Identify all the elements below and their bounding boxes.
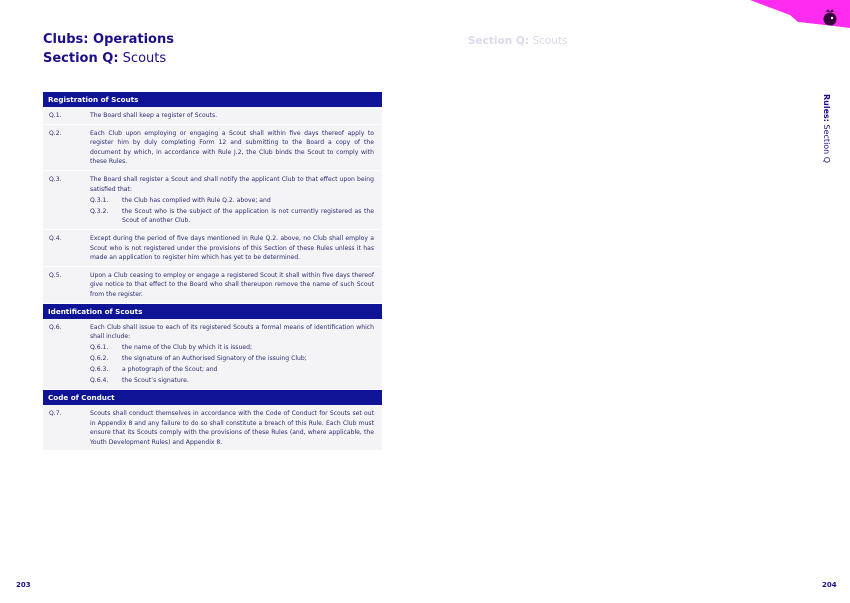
rule-text: Each Club shall issue to each of its registered Scouts a formal means of identification which shall include: xyxy=(90,323,374,341)
rule-number: Q.5. xyxy=(49,271,62,279)
sub-rule-text: a photograph of the Scout; and xyxy=(122,366,218,374)
page-number-left: 203 xyxy=(16,581,31,589)
rule-text: The Board shall register a Scout and shall notify the applicant Club to that effect upon being satisfied that: xyxy=(90,175,374,193)
sub-rule-number: Q.6.4. xyxy=(90,377,109,385)
side-label-rest: Section Q xyxy=(822,124,831,164)
rule-text: Except during the period of five days mentioned in Rule Q.2. above, no Club shall employ a Scout who is not registered under the provisions of this Section of these Rules unless it has made an application to register him which has yet to be determined. xyxy=(90,234,374,262)
rule-text: Upon a Club ceasing to employ or engage a registered Scout it shall within five days thereof give notice to that effect to the Board who shall thereupon remove the name of such Scout from the register. xyxy=(90,271,374,298)
rule-row xyxy=(43,405,382,451)
rule-text: Scouts shall conduct themselves in accordance with the Code of Conduct for Scouts set out in Appendix 8 and any failure to do so shall constitute a breach of this Rule. Each Club must ensure that its Scouts comply with the provisions of these Rules (and, where applicable, the Youth Development Rules) and Appendix 8. xyxy=(90,410,374,446)
sub-rule-text: the Scout who is the subject of the application is not currently registered as the Scout of another Club. xyxy=(122,207,374,225)
sub-rule xyxy=(90,343,374,353)
rule-text: Each Club upon employing or engaging a Scout shall within five days thereof apply to register him by duly completing Form 12 and submitting to the Board a copy of the document by which, in accordance with Rule J.2, the Club binds the Scout to comply with these Rules. xyxy=(90,129,374,166)
corner-decoration xyxy=(750,0,850,42)
sub-rule xyxy=(90,354,374,364)
rules-table xyxy=(43,92,382,451)
sub-rule-text: the signature of an Authorised Signatory of the issuing Club; xyxy=(122,355,307,363)
rule-number: Q.2. xyxy=(49,129,62,137)
sub-rule-text: the Scout’s signature. xyxy=(122,377,189,385)
rule-number: Q.1. xyxy=(49,112,62,119)
ghost-section-title xyxy=(468,35,567,47)
pink-ribbon-icon xyxy=(750,0,850,28)
section-heading: Identification of Scouts xyxy=(43,304,382,319)
rule-text: The Board shall keep a register of Scouts. xyxy=(90,112,218,119)
rule-row xyxy=(43,267,382,304)
side-section-label xyxy=(822,94,831,163)
sub-rule-number: Q.6.2. xyxy=(90,355,109,363)
side-label-bold: Rules: xyxy=(822,94,831,122)
rule-row xyxy=(43,171,382,230)
rule-row xyxy=(43,230,382,267)
sub-rule xyxy=(90,376,374,386)
sub-rule xyxy=(90,365,374,375)
sub-rule-number: Q.6.3. xyxy=(90,366,109,374)
rule-number: Q.6. xyxy=(49,323,62,331)
ghost-name: Scouts xyxy=(532,35,568,47)
rule-row xyxy=(43,125,382,171)
rule-number: Q.4. xyxy=(49,234,62,242)
ghost-prefix: Section Q: xyxy=(468,35,529,47)
sub-rule-text: the Club has complied with Rule Q.2. above; and xyxy=(122,196,271,204)
sub-rule-number: Q.3.1. xyxy=(90,196,109,204)
section-heading: Registration of Scouts xyxy=(43,92,382,107)
sub-rule xyxy=(90,196,374,206)
sub-rule xyxy=(90,207,374,226)
section-title xyxy=(43,51,166,66)
rule-row xyxy=(43,319,382,391)
document-title: Clubs: Operations xyxy=(43,32,174,47)
sub-rule-number: Q.3.2. xyxy=(90,207,109,215)
sub-rule-text: the name of the Club by which it is issued; xyxy=(122,344,253,352)
section-prefix: Section Q: xyxy=(43,51,119,66)
rule-number: Q.3. xyxy=(49,175,62,183)
rule-row xyxy=(43,107,382,125)
page-number-right: 204 xyxy=(822,581,837,589)
rule-number: Q.7. xyxy=(49,410,62,418)
section-name: Scouts xyxy=(122,51,167,66)
sub-rule-number: Q.6.1. xyxy=(90,344,109,352)
section-heading: Code of Conduct xyxy=(43,390,382,405)
